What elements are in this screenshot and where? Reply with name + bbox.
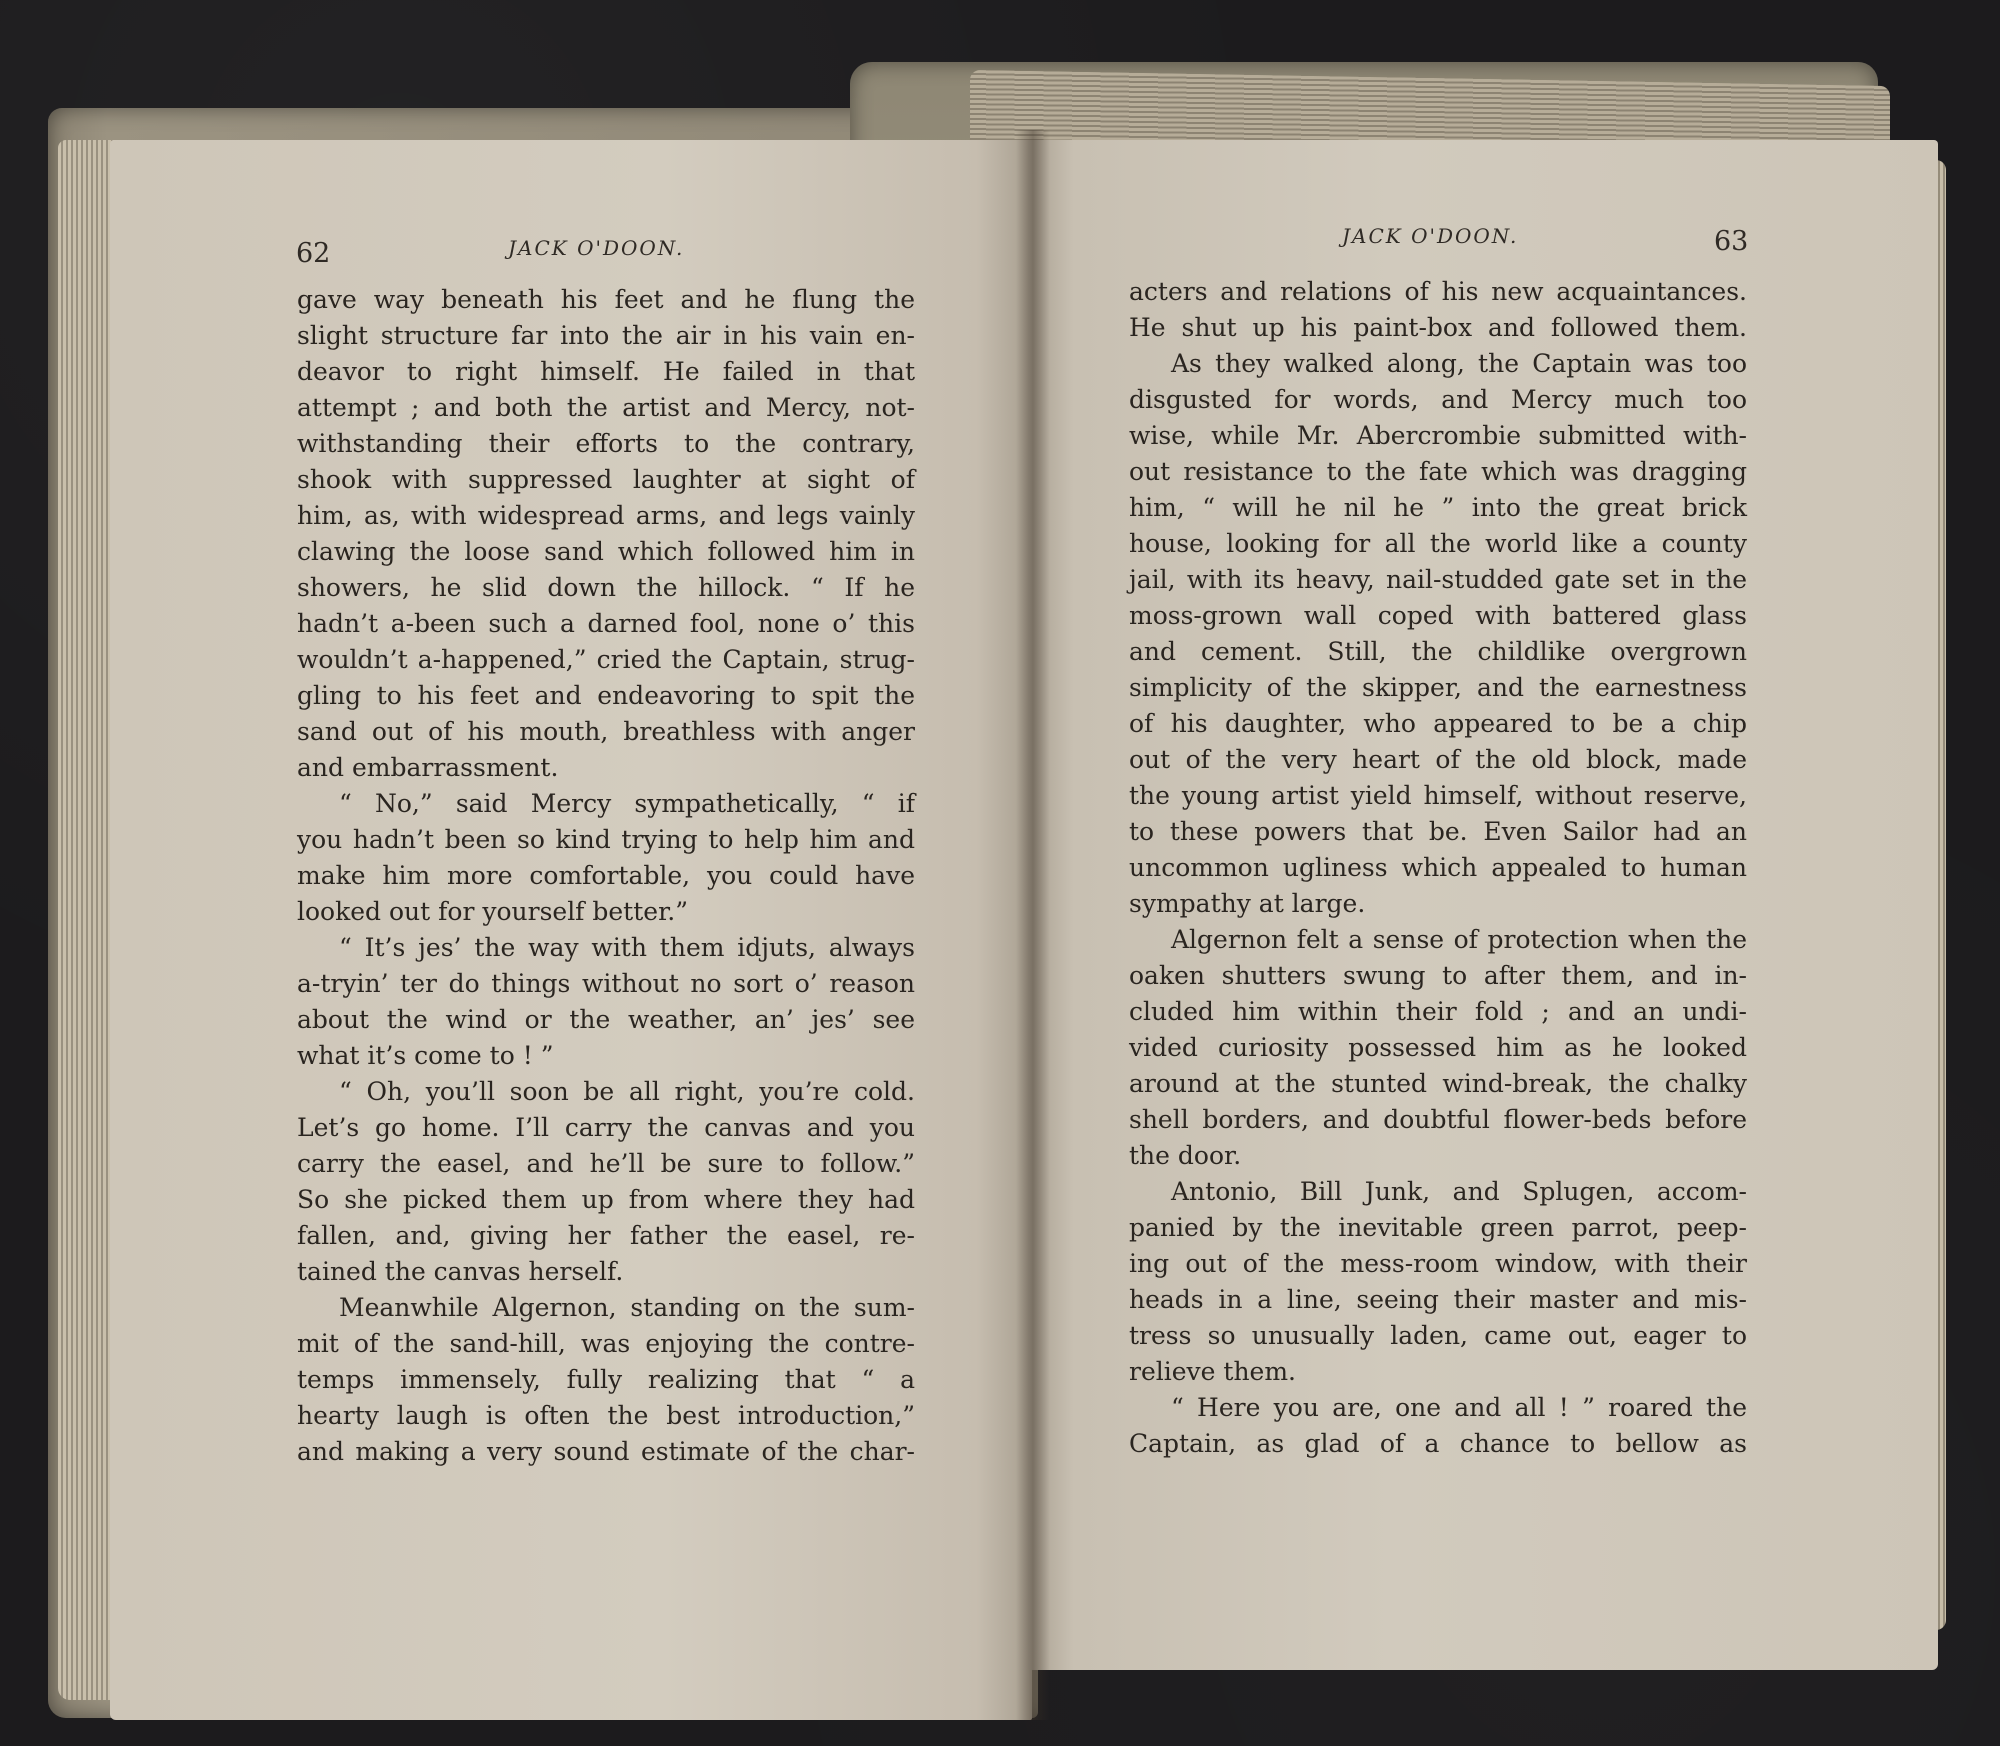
text-line: Captain, as glad of a chance to bellow as	[1129, 1429, 1747, 1458]
text-line: clawing the loose sand which followed him in	[297, 537, 915, 566]
text-line: “ Oh, you’ll soon be all right, you’re cold.	[339, 1077, 915, 1106]
text-line: sand out of his mouth, breathless with anger	[297, 717, 915, 746]
text-line: deavor to right himself. He failed in that	[297, 357, 915, 386]
text-line: carry the easel, and he’ll be sure to follow.”	[297, 1149, 915, 1178]
text-line: hadn’t a-been such a darned fool, none o’ this	[297, 609, 915, 638]
text-line: the door.	[1129, 1141, 1242, 1170]
text-line: hearty laugh is often the best introduction,”	[297, 1401, 915, 1430]
text-line: showers, he slid down the hillock. “ If he	[297, 573, 915, 602]
text-line: tained the canvas herself.	[297, 1257, 624, 1286]
left-running-head: JACK O'DOON.	[508, 236, 685, 260]
text-line: Algernon felt a sense of protection when the	[1171, 925, 1747, 954]
text-line: house, looking for all the world like a county	[1129, 529, 1747, 558]
text-line: panied by the inevitable green parrot, peep-	[1129, 1213, 1747, 1242]
text-line: “ No,” said Mercy sympathetically, “ if	[339, 789, 915, 818]
text-line: shell borders, and doubtful flower-beds before	[1129, 1105, 1747, 1134]
text-line: tress so unusually laden, came out, eager to	[1129, 1321, 1747, 1350]
text-line: relieve them.	[1129, 1357, 1296, 1386]
text-line: moss-grown wall coped with battered glass	[1129, 601, 1747, 630]
text-line: wise, while Mr. Abercrombie submitted with-	[1129, 421, 1747, 450]
text-line: “ Here you are, one and all ! ” roared the	[1171, 1393, 1747, 1422]
text-line: heads in a line, seeing their master and mis-	[1129, 1285, 1747, 1314]
text-line: ing out of the mess-room window, with their	[1129, 1249, 1747, 1278]
text-line: wouldn’t a-happened,” cried the Captain, strug-	[297, 645, 915, 674]
text-line: acters and relations of his new acquaintances.	[1129, 277, 1747, 306]
text-line: So she picked them up from where they had	[297, 1185, 915, 1214]
text-line: slight structure far into the air in his vain en-	[297, 321, 915, 350]
text-line: make him more comfortable, you could have	[297, 861, 915, 890]
text-line: Let’s go home. I’ll carry the canvas and you	[297, 1113, 915, 1142]
text-line: gave way beneath his feet and he flung the	[297, 285, 915, 314]
text-line: temps immensely, fully realizing that “ a	[297, 1365, 915, 1394]
text-line: sympathy at large.	[1129, 889, 1366, 918]
right-page-text	[1129, 274, 1747, 1462]
text-line: jail, with its heavy, nail-studded gate set in the	[1129, 565, 1747, 594]
text-line: to these powers that be. Even Sailor had an	[1129, 817, 1747, 846]
text-line: disgusted for words, and Mercy much too	[1129, 385, 1747, 414]
text-line: Meanwhile Algernon, standing on the sum-	[339, 1293, 915, 1322]
text-line: and making a very sound estimate of the char-	[297, 1437, 915, 1466]
text-line: oaken shutters swung to after them, and in-	[1129, 961, 1747, 990]
book-gutter	[1016, 130, 1050, 1720]
text-line: him, “ will he nil he ” into the great brick	[1129, 493, 1747, 522]
text-line: looked out for yourself better.”	[297, 897, 689, 926]
text-line: out resistance to the fate which was dragging	[1129, 457, 1747, 486]
text-line: Antonio, Bill Junk, and Splugen, accom-	[1171, 1177, 1747, 1206]
text-line: around at the stunted wind-break, the chalky	[1129, 1069, 1747, 1098]
text-line: As they walked along, the Captain was too	[1171, 349, 1747, 378]
right-running-head: JACK O'DOON.	[1342, 224, 1519, 248]
text-line: attempt ; and both the artist and Mercy, not-	[297, 393, 915, 422]
right-page-number: 63	[1714, 226, 1749, 257]
text-line: mit of the sand-hill, was enjoying the contre-	[297, 1329, 915, 1358]
text-line: He shut up his paint-box and followed them.	[1129, 313, 1747, 342]
text-line: uncommon ugliness which appealed to human	[1129, 853, 1747, 882]
text-line: “ It’s jes’ the way with them idjuts, always	[339, 933, 915, 962]
text-line: him, as, with widespread arms, and legs vainly	[297, 501, 915, 530]
text-line: fallen, and, giving her father the easel, re-	[297, 1221, 915, 1250]
text-line: about the wind or the weather, an’ jes’ see	[297, 1005, 915, 1034]
text-line: withstanding their efforts to the contrary,	[297, 429, 915, 458]
left-page-number: 62	[296, 238, 331, 269]
text-line: and cement. Still, the childlike overgrown	[1129, 637, 1747, 666]
text-line: and embarrassment.	[297, 753, 559, 782]
text-line: the young artist yield himself, without reserve,	[1129, 781, 1747, 810]
text-line: out of the very heart of the old block, made	[1129, 745, 1747, 774]
text-line: of his daughter, who appeared to be a chip	[1129, 709, 1747, 738]
text-line: vided curiosity possessed him as he looked	[1129, 1033, 1747, 1062]
text-line: you hadn’t been so kind trying to help him and	[297, 825, 915, 854]
text-line: cluded him within their fold ; and an undi-	[1129, 997, 1747, 1026]
left-page-text	[297, 282, 915, 1470]
text-line: a-tryin’ ter do things without no sort o’ reason	[297, 969, 915, 998]
text-line: gling to his feet and endeavoring to spit the	[297, 681, 915, 710]
text-line: what it’s come to ! ”	[297, 1041, 554, 1070]
text-line: shook with suppressed laughter at sight of	[297, 465, 915, 494]
text-line: simplicity of the skipper, and the earnestness	[1129, 673, 1747, 702]
